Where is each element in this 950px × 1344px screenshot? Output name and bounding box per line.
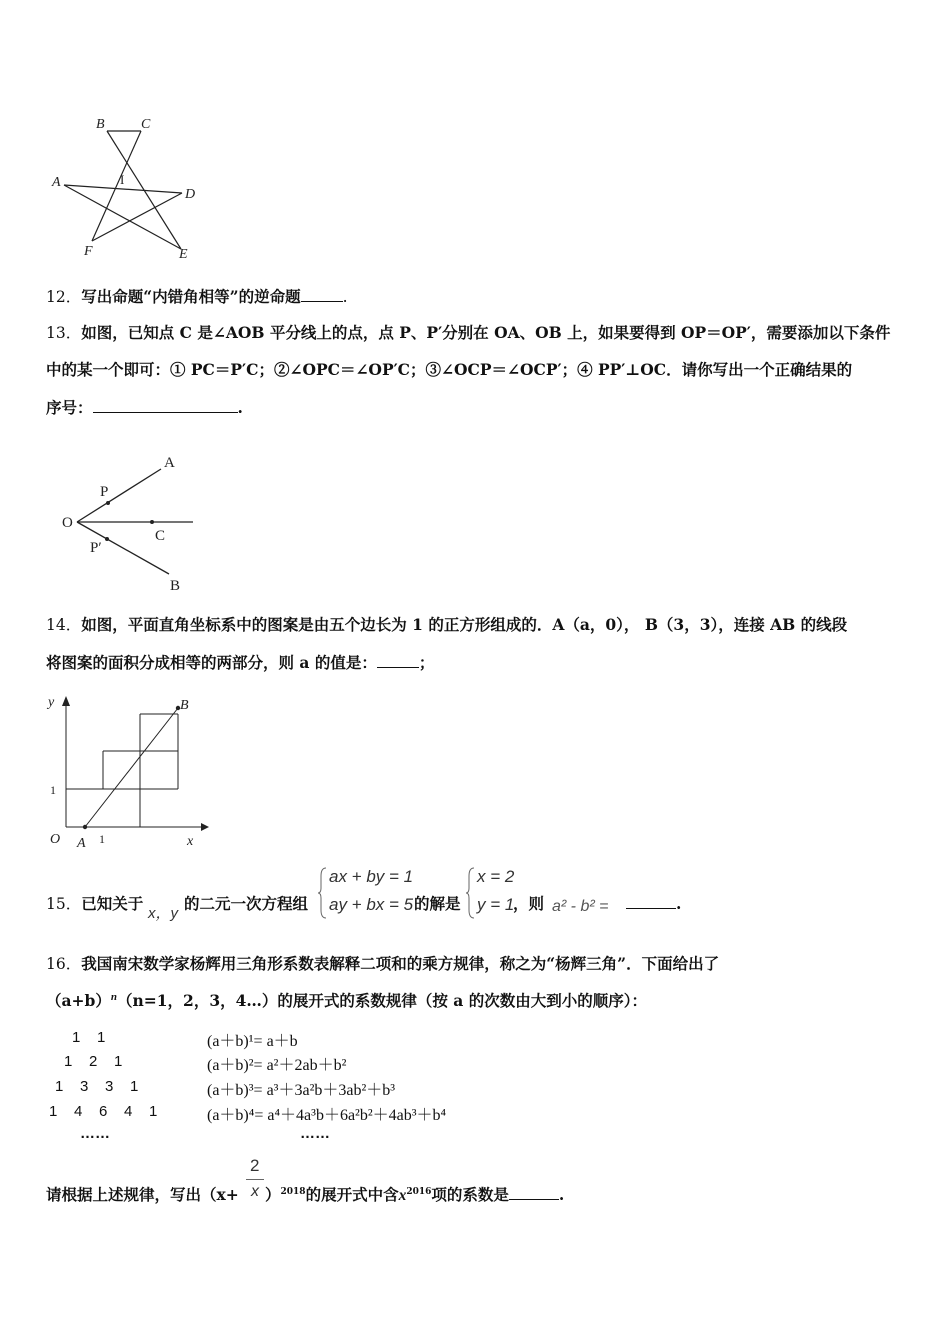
figure-q13	[56, 448, 206, 594]
question-16-final-a: 请根据上述规律，写出（x+	[46, 1185, 239, 1204]
fraction-bar	[246, 1179, 264, 1180]
brace-system	[318, 866, 328, 920]
question-15-mid: 的二元一次方程组	[184, 894, 309, 913]
then-label: ，则	[513, 894, 545, 913]
segment-DF	[92, 193, 182, 241]
question-14-line1: 14．如图，平面直角坐标系中的图案是由五个边长为 1 的正方形组成的．A（a，0）， B（3，3），连接 AB 的线段	[46, 615, 848, 634]
figure-q11	[48, 112, 208, 262]
equation-1: ax + by = 1	[329, 867, 414, 886]
label-C: C	[141, 117, 151, 132]
label-P-prime: P′	[90, 540, 102, 556]
answer-blank[interactable]	[301, 287, 343, 302]
figure-q14	[44, 690, 214, 852]
label-D: D	[185, 187, 196, 202]
variables: x，y	[148, 905, 179, 922]
label-O: O	[62, 515, 73, 531]
label-B: B	[96, 117, 105, 132]
label-I: I	[120, 172, 125, 187]
question-15-start: 15．已知关于	[46, 894, 144, 913]
triangle-row-1: 1 1	[72, 1029, 106, 1046]
question-16-line2: $(a+b)^n(n=1$，2，3，4…）的展开式的系数规律（按 a 的次数由大到小的顺序）：	[46, 990, 647, 1010]
label-1-y: 1	[50, 783, 56, 797]
question-13-line1: 13．如图，已知点 C 是∠AOB 平分线上的点，点 P、P′分别在 OA、OB 上，如果要得到 OP＝OP′，需要添加以下条件	[46, 323, 891, 342]
label-F: F	[84, 244, 93, 259]
question-15-end: .	[676, 894, 682, 913]
fraction-denominator: x	[251, 1183, 259, 1200]
label-A: A	[77, 836, 86, 851]
expression: a² - b² =	[552, 898, 609, 915]
solution-label: 的解是	[414, 894, 461, 913]
brace-solution	[466, 866, 476, 920]
segment-AB	[85, 708, 178, 827]
question-16-line1: 16．我国南宋数学家杨辉用三角形系数表解释二项和的乘方规律，称之为“杨辉三角”．下面给出了	[46, 954, 720, 973]
expansion-ellipsis: ……	[300, 1125, 330, 1142]
expansion-3: (a＋b)³= a³＋3a²b＋3ab²＋b³	[207, 1082, 396, 1099]
label-A: A	[164, 455, 175, 471]
answer-blank[interactable]	[93, 398, 238, 413]
label-B: B	[180, 698, 189, 713]
fraction-numerator: 2	[250, 1156, 260, 1175]
equation-2: ay + bx = 5	[329, 895, 414, 914]
label-B: B	[170, 578, 181, 594]
triangle-row-2: 1 2 1	[64, 1053, 123, 1070]
question-12: 12．写出命题“内错角相等”的逆命题 .	[46, 287, 348, 306]
segment-CF	[92, 131, 141, 241]
label-1-x: 1	[99, 832, 105, 846]
solution-1: x = 2	[477, 867, 515, 886]
triangle-row-3: 1 3 3 1	[55, 1078, 139, 1095]
label-x: x	[187, 834, 194, 849]
label-y: y	[48, 695, 55, 710]
label-O: O	[50, 832, 61, 847]
expansion-2: (a＋b)²= a²＋2ab＋b²	[207, 1057, 347, 1074]
ray-OA	[77, 469, 161, 522]
label-A: A	[52, 175, 61, 190]
answer-blank[interactable]	[626, 908, 676, 909]
triangle-row-4: 1 4 6 4 1	[49, 1103, 158, 1120]
expansion-1: (a＋b)¹= a＋b	[207, 1033, 298, 1050]
label-P: P	[100, 484, 109, 500]
triangle-ellipsis: ……	[80, 1125, 110, 1142]
answer-blank[interactable]	[377, 653, 419, 668]
answer-blank[interactable]	[509, 1185, 559, 1200]
expansion-4: (a＋b)⁴= a⁴＋4a³b＋6a²b²＋4ab³＋b⁴	[207, 1107, 447, 1124]
solution-2: y = 1	[477, 895, 515, 914]
question-13-line3: 序号： .	[46, 398, 243, 417]
label-E: E	[179, 247, 188, 262]
label-C: C	[155, 528, 166, 544]
question-13-line2: 中的某一个即可：① PC＝P′C；②∠OPC＝∠OP′C；③∠OCP＝∠OCP′；④ PP′⊥OC．请你写出一个正确结果的	[46, 360, 853, 379]
question-16-final-b: ）$^{2018}$的展开式中含$x^{2016}$项的系数是 .	[265, 1185, 565, 1204]
question-14-line2: 将图案的面积分成相等的两部分，则 a 的值是： ；	[46, 653, 435, 672]
segment-AE	[64, 185, 181, 249]
